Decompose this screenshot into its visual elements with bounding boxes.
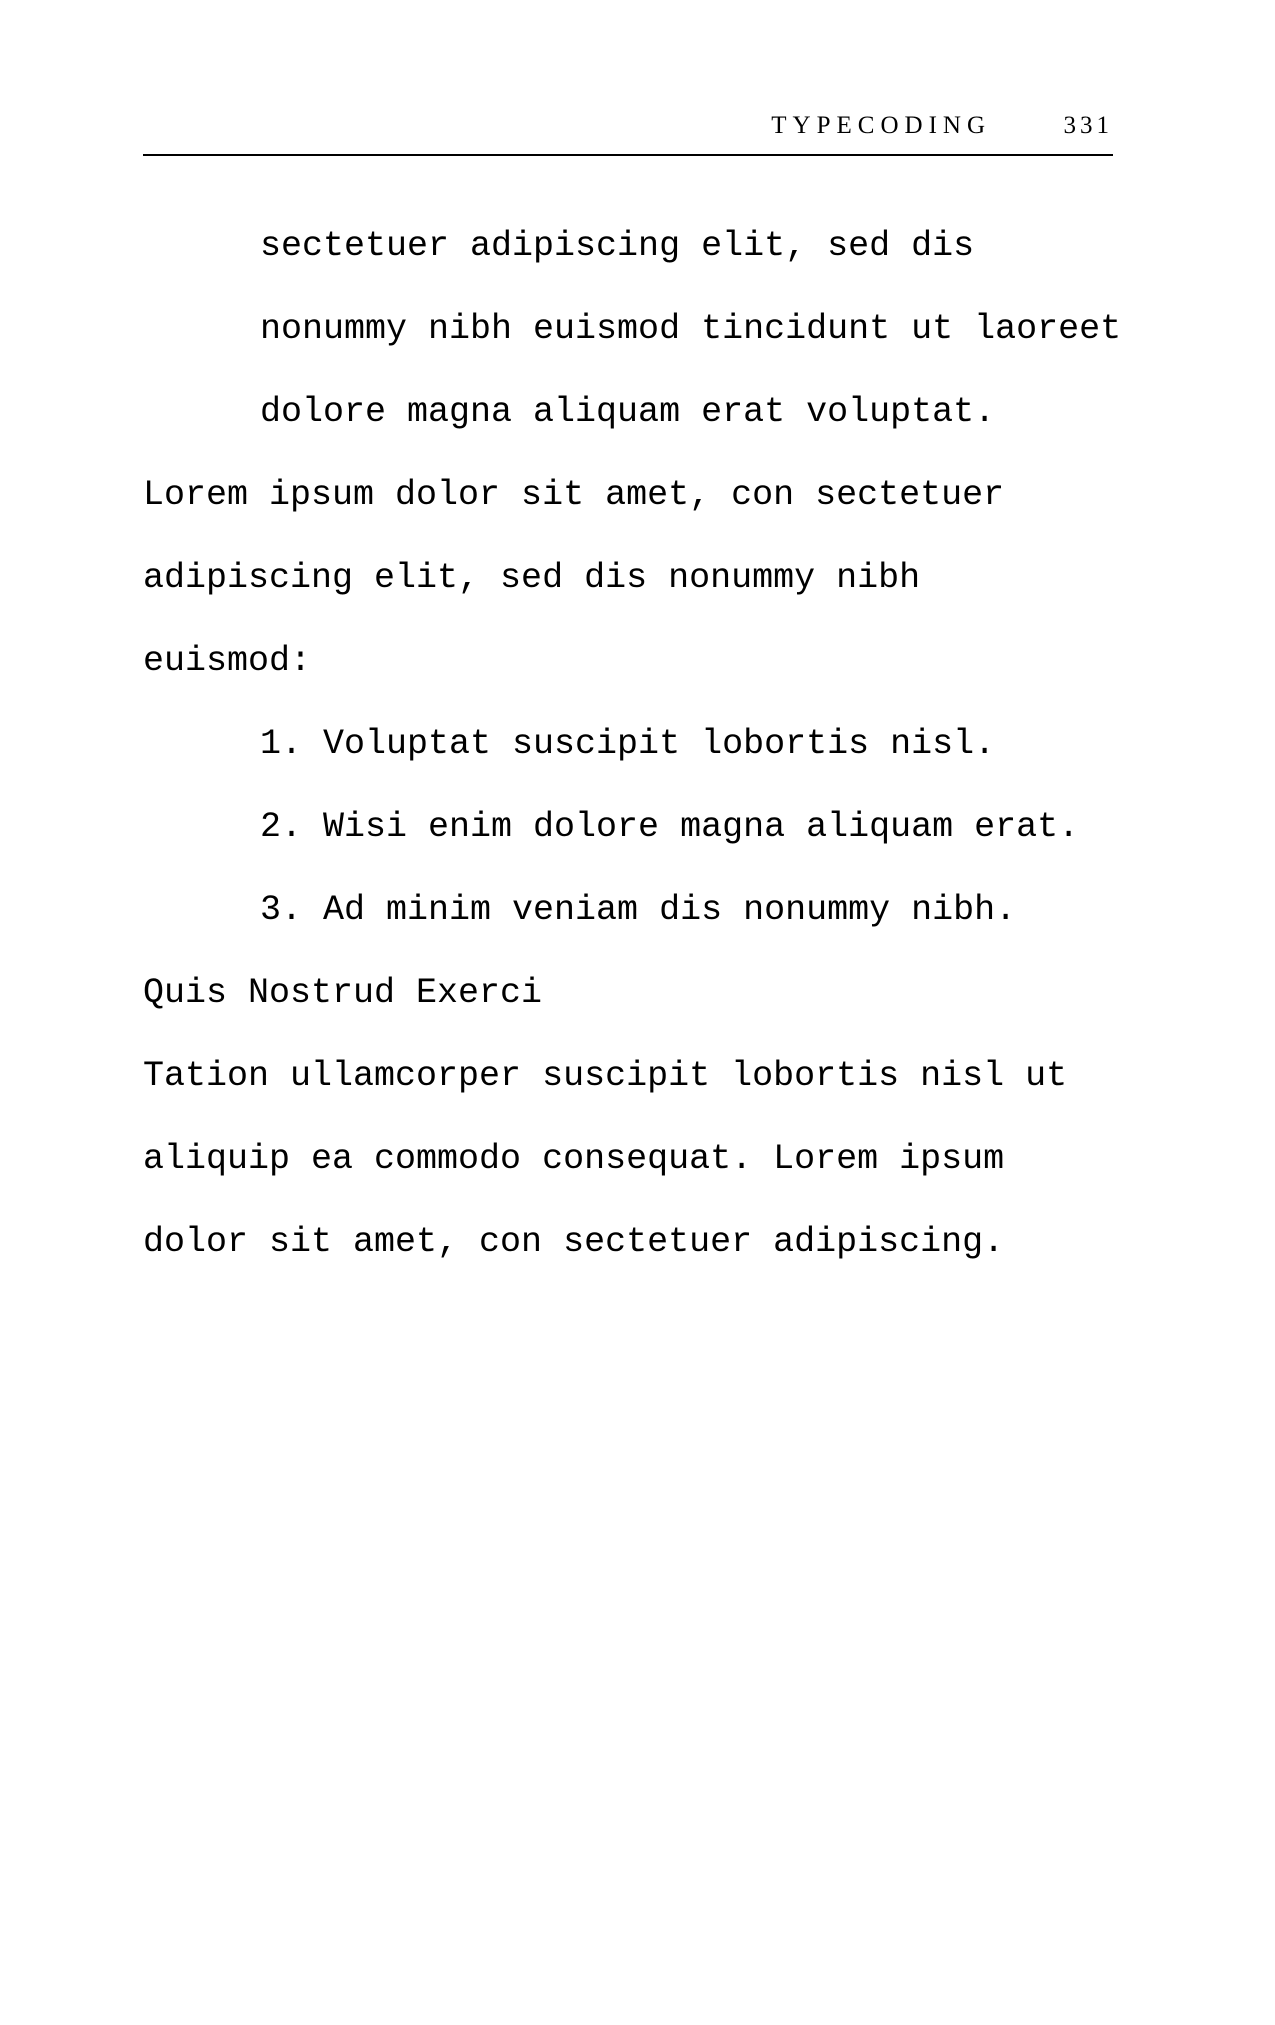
closing-paragraph-line: Tation ullamcorper suscipit lobortis nisl ut — [143, 1056, 1068, 1096]
running-head — [143, 112, 1113, 146]
paragraph-line: adipiscing elit, sed dis nonummy nibh — [143, 558, 921, 598]
running-head-title: TYPECODING — [771, 112, 991, 139]
block-quote-line: sectetuer adipiscing elit, sed dis — [260, 226, 975, 266]
paragraph-line: Lorem ipsum dolor sit amet, con sectetuer — [143, 475, 1005, 515]
block-quote-line: nonummy nibh euismod tincidunt ut laoreet — [260, 309, 1122, 349]
block-quote-line: dolore magna aliquam erat voluptat. — [260, 392, 996, 432]
list-item: 3. Ad minim veniam dis nonummy nibh. — [260, 890, 1017, 930]
paragraph-line: euismod: — [143, 641, 312, 681]
page-number: 331 — [1063, 112, 1113, 139]
subheading: Quis Nostrud Exerci — [143, 973, 543, 1013]
list-item: 1. Voluptat suscipit lobortis nisl. — [260, 724, 996, 764]
closing-paragraph-line: aliquip ea commodo consequat. Lorem ipsum — [143, 1139, 1005, 1179]
list-item: 2. Wisi enim dolore magna aliquam erat. — [260, 807, 1080, 847]
closing-paragraph-line: dolor sit amet, con sectetuer adipiscing. — [143, 1222, 1005, 1262]
header-rule — [143, 154, 1113, 156]
